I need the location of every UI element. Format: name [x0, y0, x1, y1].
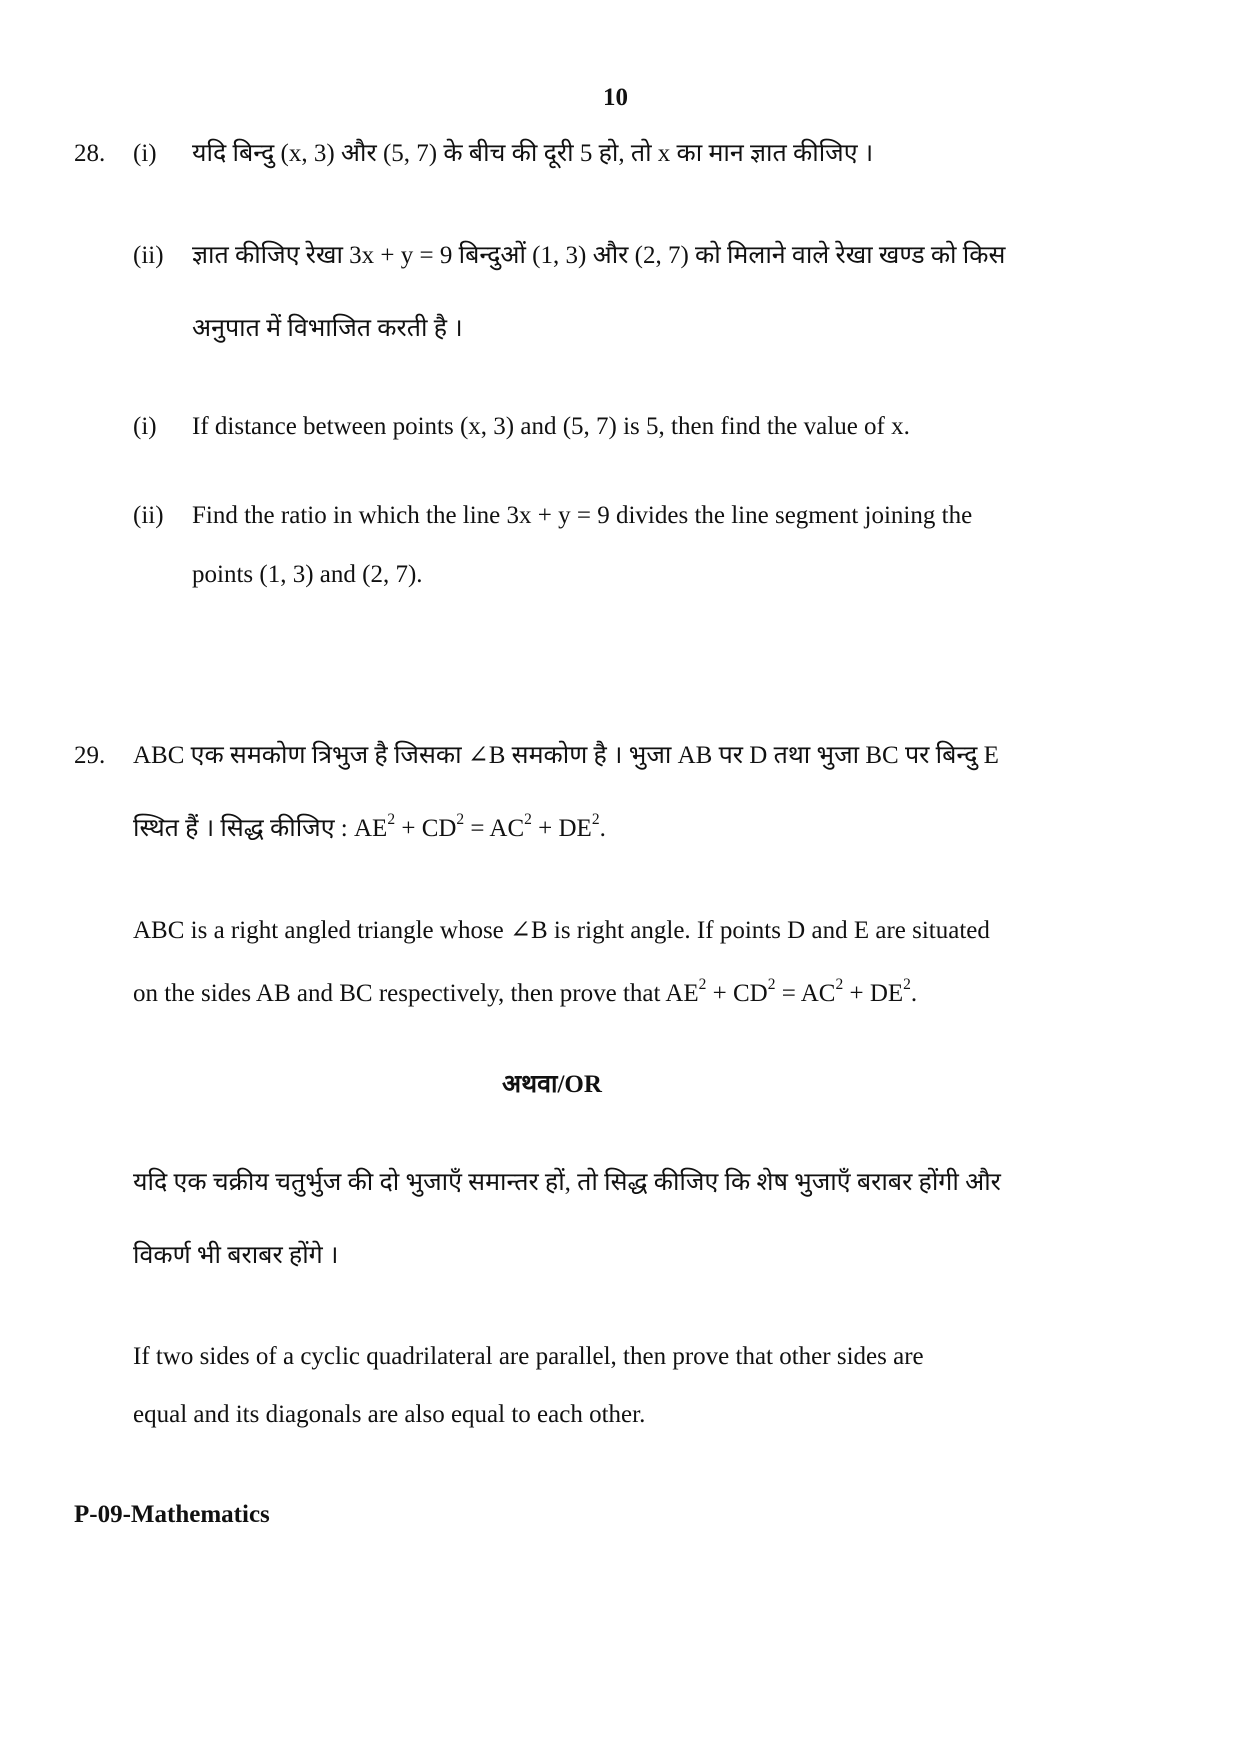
equation-ae: AE — [665, 980, 699, 1007]
page-number: 10 — [603, 84, 628, 111]
or-separator: अथवा/OR — [502, 1071, 602, 1098]
q29-or-hi-line1: यदि एक चक्रीय चतुर्भुज की दो भुजाएँ समान्तर हों, तो सिद्ध कीजिए कि शेष भुजाएँ बराबर होंगी और — [133, 1169, 1001, 1196]
period: . — [910, 980, 918, 1007]
q28-en-ii-line1: Find the ratio in which the line 3x + y = 9 divides the line segment joining the — [192, 502, 973, 529]
q29-or-en-line1: If two sides of a cyclic quadrilateral are parallel, then prove that other sides are — [133, 1343, 924, 1370]
q28-en-ii-label: (ii) — [133, 502, 164, 529]
exp: 2 — [698, 976, 707, 994]
equation-de: DE — [558, 815, 592, 842]
exp: 2 — [903, 976, 911, 994]
equation-cd: CD — [733, 980, 768, 1007]
q28-hi-i-text: यदि बिन्दु (x, 3) और (5, 7) के बीच की दूरी 5 हो, तो x का मान ज्ञात कीजिए । — [192, 140, 874, 167]
q29-hi-line1: ABC एक समकोण त्रिभुज है जिसका ∠B समकोण है । भुजा AB पर D तथा भुजा BC पर बिन्दु E — [133, 742, 999, 769]
q29-en-line1: ABC is a right angled triangle whose ∠B is right angle. If points D and E are situated — [133, 917, 990, 944]
q28-en-i-label: (i) — [133, 413, 157, 440]
equals: = — [464, 815, 490, 842]
q29-or-en-line2: equal and its diagonals are also equal to each other. — [133, 1401, 646, 1428]
exp: 2 — [767, 976, 776, 994]
question-29-number: 29. — [74, 742, 106, 769]
q28-en-i-text: If distance between points (x, 3) and (5, 7) is 5, then find the value of x. — [192, 413, 910, 440]
equation-cd: CD — [421, 815, 457, 842]
question-28-number: 28. — [74, 140, 106, 167]
footer-paper-code: P-09-Mathematics — [74, 1501, 270, 1528]
q29-en-line2 — [133, 978, 917, 1010]
q28-hi-ii-label: (ii) — [133, 242, 164, 269]
q29-hi-line2-prefix: स्थित हैं । सिद्ध कीजिए : — [133, 815, 354, 842]
q29-hi-line2 — [133, 813, 606, 845]
exp: 2 — [456, 811, 465, 829]
q29-or-hi-line2: विकर्ण भी बराबर होंगे । — [133, 1242, 339, 1269]
equation-ae: AE — [354, 815, 388, 842]
plus: + — [531, 815, 559, 842]
equation-ac: AC — [800, 980, 836, 1007]
q28-en-ii-line2: points (1, 3) and (2, 7). — [192, 561, 423, 588]
plus: + — [395, 815, 422, 842]
exp: 2 — [591, 811, 600, 829]
q28-hi-ii-line1: ज्ञात कीजिए रेखा 3x + y = 9 बिन्दुओं (1, 3) और (2, 7) को मिलाने वाले रेखा खण्ड को किस — [192, 242, 1006, 269]
exp: 2 — [524, 811, 532, 829]
equals: = — [775, 980, 801, 1007]
q29-en-line2-prefix: on the sides AB and BC respectively, then prove that — [133, 980, 666, 1007]
q28-hi-i-label: (i) — [133, 140, 157, 167]
exp: 2 — [835, 976, 844, 994]
exp: 2 — [387, 811, 396, 829]
period: . — [599, 815, 606, 842]
equation-de: DE — [869, 980, 904, 1007]
plus: + — [843, 980, 870, 1007]
plus: + — [706, 980, 733, 1007]
equation-ac: AC — [489, 815, 525, 842]
q28-hi-ii-line2: अनुपात में विभाजित करती है । — [192, 315, 463, 342]
